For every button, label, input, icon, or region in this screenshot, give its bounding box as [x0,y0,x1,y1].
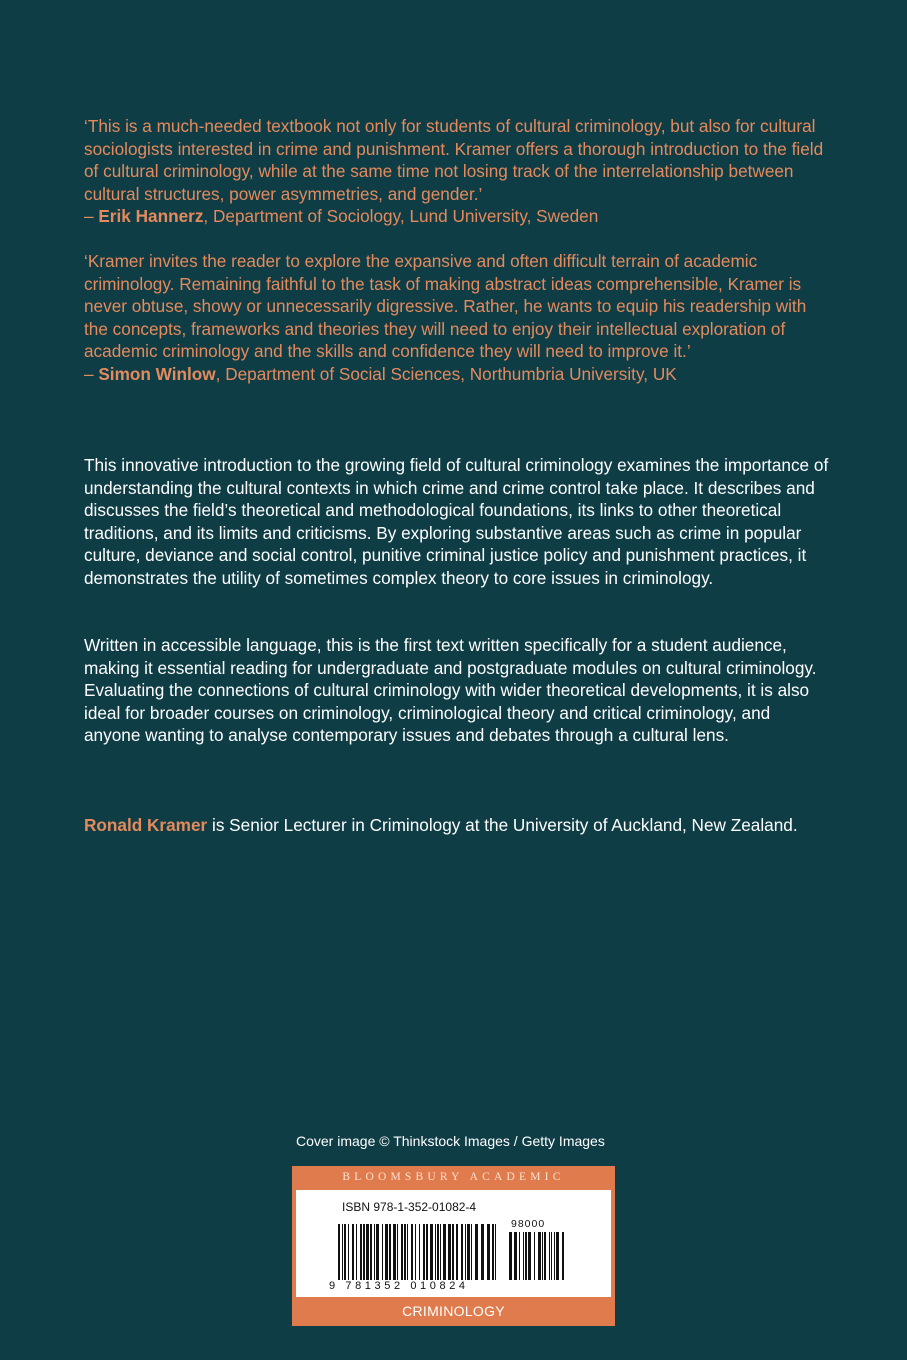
book-description-2 [84,634,829,747]
endorser-name: Erik Hannerz [98,206,204,226]
barcode-bar [528,1232,531,1280]
barcode-bar [352,1224,354,1280]
barcode-bar [440,1224,441,1280]
barcode-bar [382,1224,383,1280]
barcode-bar [344,1224,346,1280]
barcode-bar [360,1224,362,1280]
barcode-bar [487,1224,490,1280]
barcode-bar [456,1224,458,1280]
barcode-bar [534,1232,535,1280]
barcode-bar [509,1232,512,1280]
endorsement-quote-2 [84,250,829,385]
barcode-bar [523,1232,524,1280]
barcode-bar [542,1232,543,1280]
book-description-1 [84,454,829,589]
barcode-bar [452,1224,454,1280]
barcode-bar [411,1224,413,1280]
barcode-bar [415,1224,416,1280]
endorser-name: Simon Winlow [98,363,216,384]
quote-text: ‘This is a much-needed textbook not only for students of cultural criminology, but also for cultural sociologists interested in crime and punishment. Kramer offers a thorough introduction to the field of cultural criminology, while at the same time not losing track of the interrelationship between cultural structures, power asymmetries, and gender.’ [84,116,824,204]
barcode-bar [430,1224,433,1280]
quote-text: ‘Kramer invites the reader to explore the expansive and often difficult terrain of academic criminology. Remaining faithful to the task of making abstract ideas comprehensible, Kramer is never obtuse, showy or unnecessarily digressive. Rather, he wants to equip his readership with the concepts, frameworks and theories they will need to enjoy their intellectual exploration of academic criminology and the skills and confidence they will need to improve it.’ [84,251,807,361]
barcode-bar [370,1224,372,1280]
author-bio [84,814,829,837]
barcode-bar [435,1224,436,1280]
barcode-bar [366,1224,369,1280]
barcode-panel [296,1190,611,1297]
barcode-bar [423,1224,425,1280]
barcode-bar [385,1224,388,1280]
cover-image-credit: Cover image © Thinkstock Images / Getty Images [296,1133,605,1149]
isbn-label: ISBN 978-1-352-01082-4 [342,1200,477,1214]
barcode-bar [443,1224,446,1280]
barcode-bar [544,1232,546,1280]
barcode-box [292,1166,615,1326]
barcode-bar [389,1224,391,1280]
barcode-bar [495,1224,496,1280]
subject-category: CRIMINOLOGY [402,1303,505,1319]
barcode-bar [549,1232,550,1280]
barcode-bar [393,1224,396,1280]
barcode-bar [562,1232,564,1280]
barcode-bar [338,1224,340,1280]
description-paragraph: Written in accessible language, this is the first text written specifically for a student audience, making it essential reading for undergraduate and postgraduate modules on cultural criminology. Evaluating the connections of cultural criminology with wider theoretical developments, it is also ideal for broader courses on criminology, criminological theory and critical criminology, and anyone wanting to analyse contemporary issues and debates through a cultural lens. [84,635,817,745]
barcode-bar [397,1224,398,1280]
quote-attribution [84,363,829,386]
barcode-bar [426,1224,428,1280]
barcode-bar [475,1224,478,1280]
barcode-bar [342,1224,343,1280]
barcode-bar [481,1224,484,1280]
barcode-bar [348,1224,349,1280]
barcode-addon [509,1232,569,1280]
barcode-bar [404,1224,406,1280]
endorser-affiliation: , Department of Sociology, Lund University, Sweden [203,206,599,226]
author-bio-text: is Senior Lecturer in Criminology at the University of Auckland, New Zealand. [207,815,798,835]
barcode-bar [492,1224,494,1280]
barcode-bar [556,1232,559,1280]
attribution-dash: – [84,363,99,384]
barcode-bar [467,1224,470,1280]
barcode-bar [525,1232,527,1280]
barcode-bar [465,1224,466,1280]
barcode-bar [519,1232,520,1280]
barcode-bar [437,1224,439,1280]
description-paragraph: This innovative introduction to the growing field of cultural criminology examines the importance of understanding the cultural contexts in which crime and crime control take place. It describes and discusses the field’s theoretical and methodological foundations, its links to other theoretical traditions, and its limits and criticisms. By exploring substantive areas such as crime in popular culture, deviance and social control, punitive criminal justice policy and punishment practices, it demonstrates the utility of sometimes complex theory to core issues in criminology. [84,455,829,588]
barcode-bar [363,1224,365,1280]
barcode-bar [551,1232,552,1280]
barcode-bar [419,1224,420,1280]
barcode-bar [374,1224,375,1280]
author-name: Ronald Kramer [84,815,208,835]
barcode-bar [376,1224,379,1280]
publisher-name: BLOOMSBURY ACADEMIC [342,1171,565,1183]
barcode-bar [401,1224,403,1280]
barcode-bar [538,1232,541,1280]
endorser-affiliation: , Department of Social Sciences, Northumbria University, UK [215,363,677,384]
barcode-bar [356,1224,357,1280]
barcode-bar [448,1224,451,1280]
barcode-bar [407,1224,408,1280]
barcode-main [338,1224,498,1280]
barcode-digits: 9 781352 010824 [329,1280,469,1292]
barcode-bar [514,1232,517,1280]
attribution-dash: – [84,206,99,226]
endorsement-quote-1 [84,115,829,228]
barcode-bar [554,1232,555,1280]
barcode-bar [461,1224,463,1280]
quote-attribution [84,205,829,228]
price-code: 98000 [511,1218,546,1230]
barcode-bar [471,1224,472,1280]
